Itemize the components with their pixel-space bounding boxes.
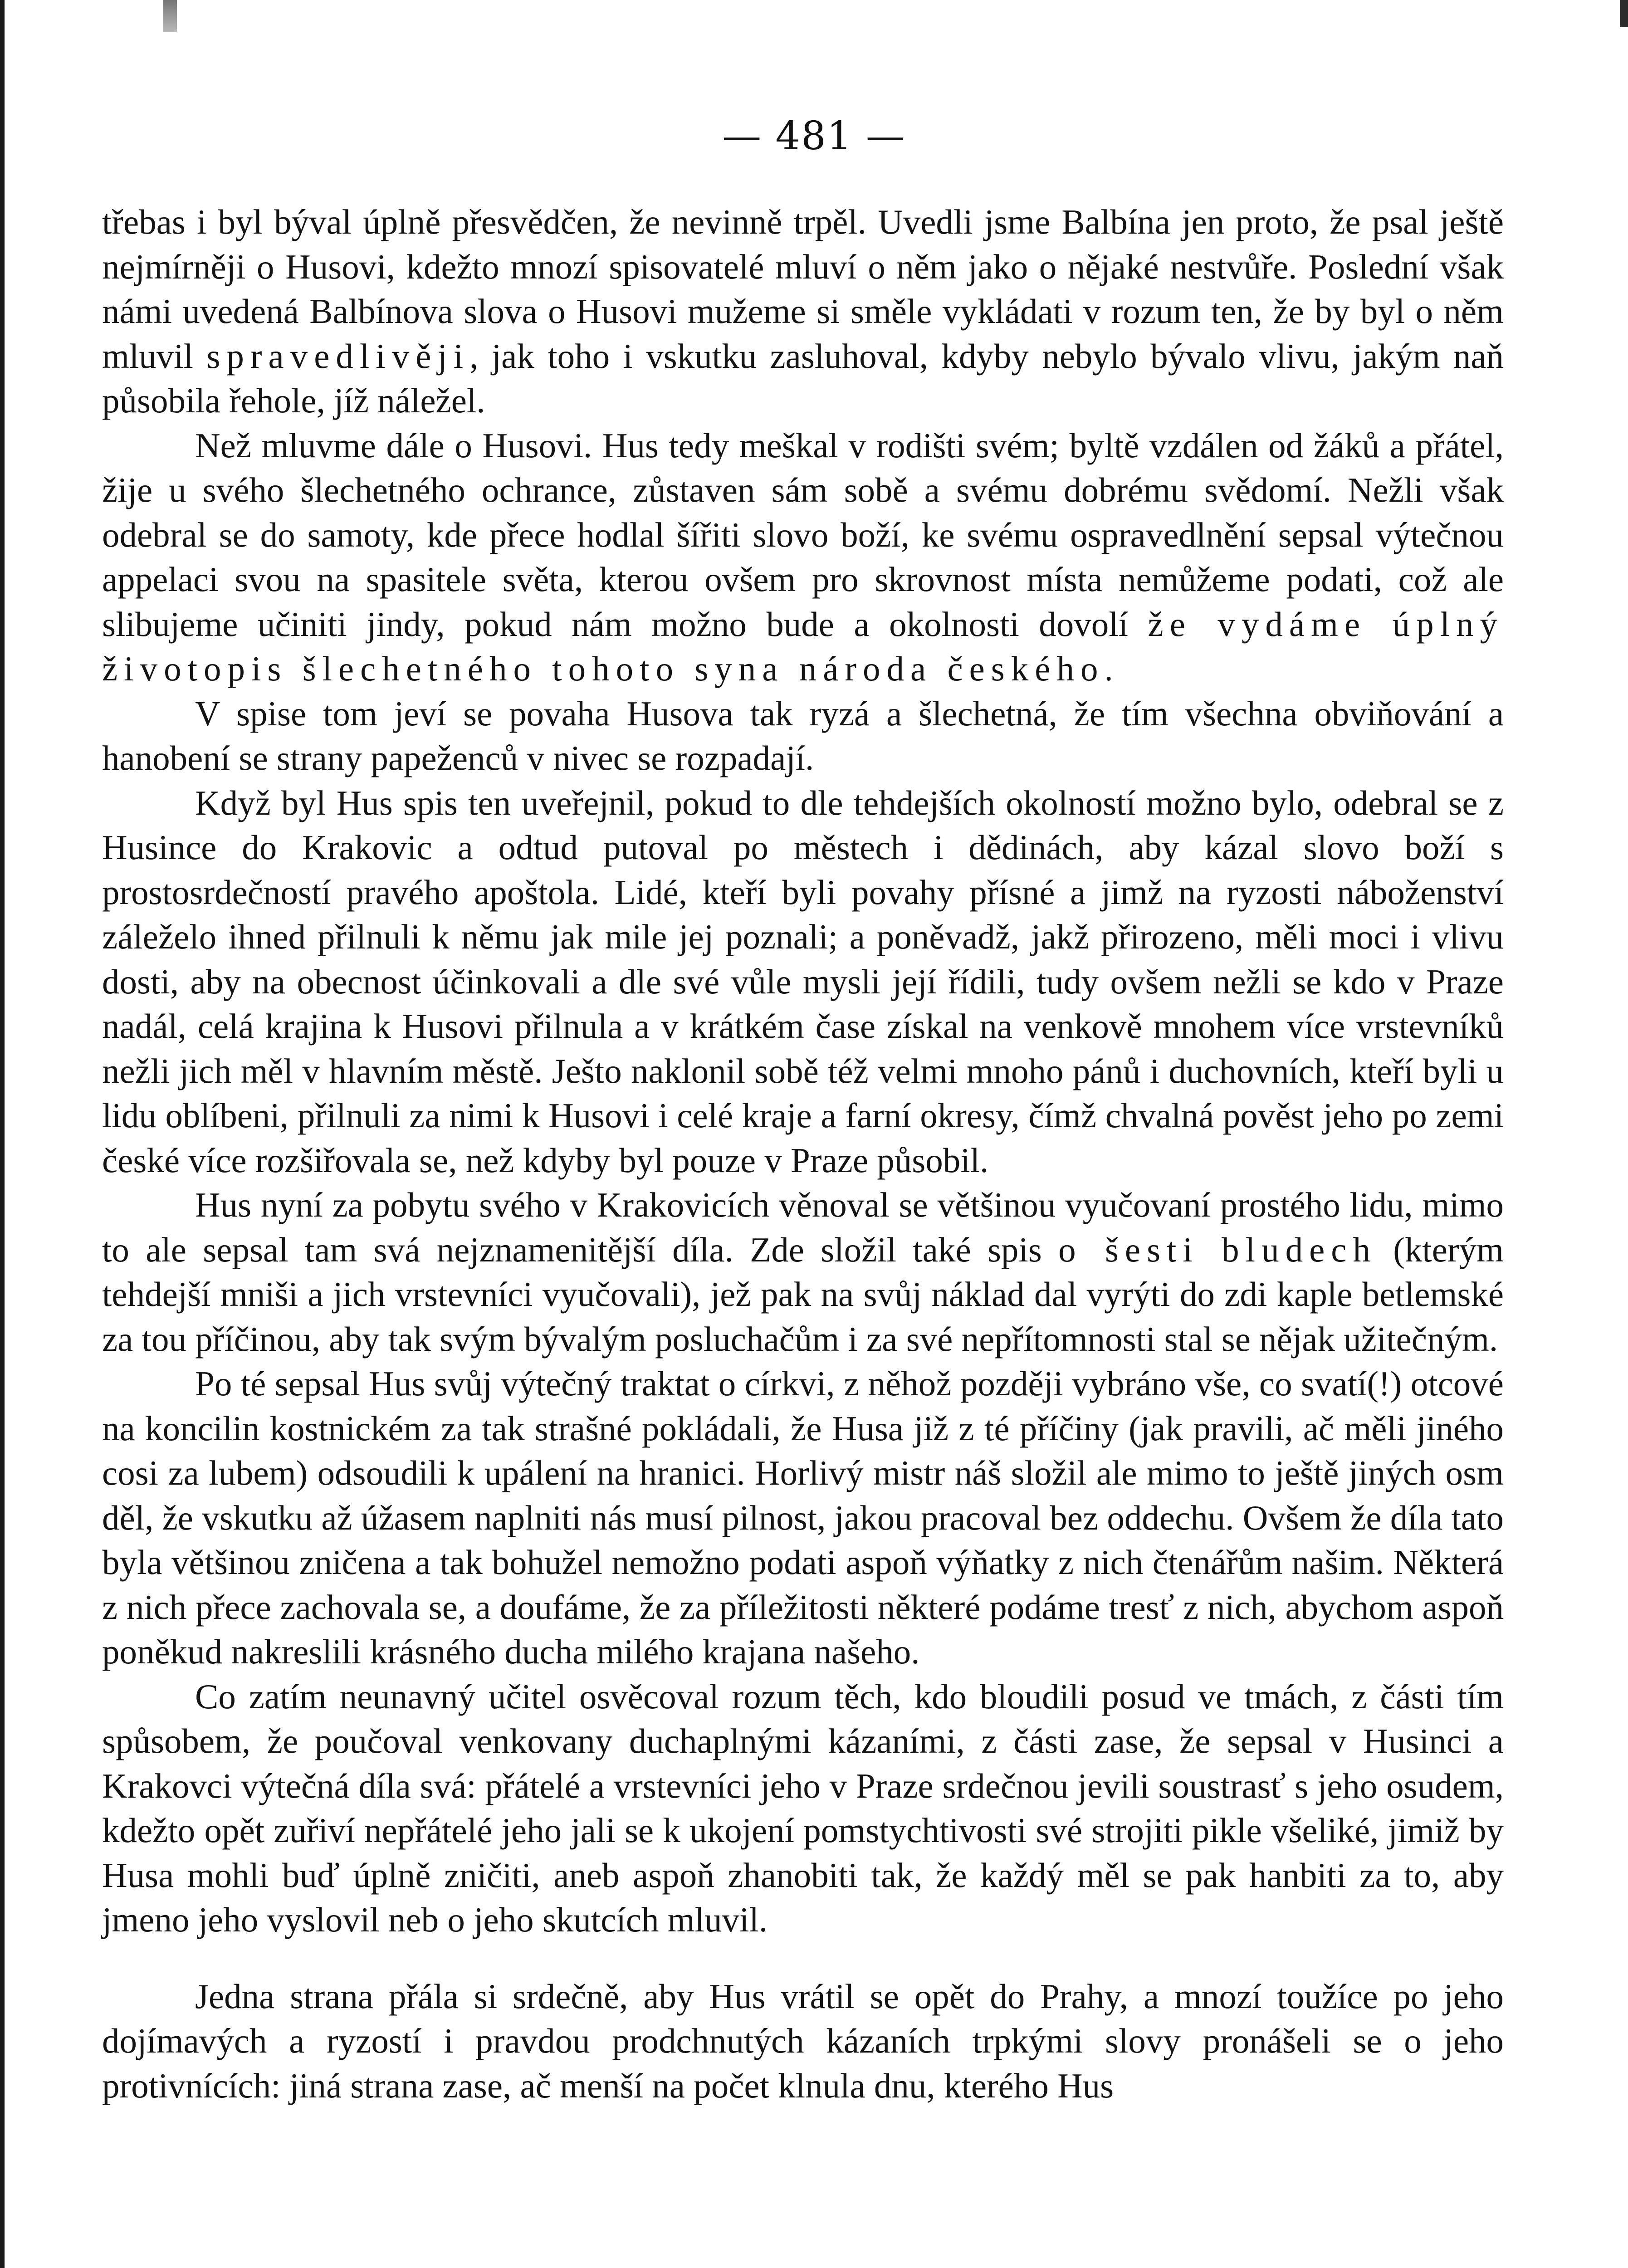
- text-run: třebas i byl býval úplně přesvědčen, že nevinně trpěl. Uvedli jsme Balbína jen proto, že psal ještě nejmírněji o Husovi, kdežto mnozí spisovatelé mluví o něm jako o nějaké nestvůře. Poslední však námi uvedená Balbínova slova o Husovi mužeme si směle vykládati v rozum ten, že by byl o něm mluvil: [102, 202, 1504, 376]
- text-run: Jedna strana přála si srdečně, aby Hus vrátil se opět do Prahy, a mnozí toužíce po jeho dojímavých a ryzostí i pravdou prodchnutých kázaních trpkými slovy pronášeli se o jeho protivnících: jiná strana zase, ač menší na počet klnula dnu, kterého Hus: [102, 1976, 1504, 2105]
- spaced-emphasis: že vydáme úplný životopis šlechetného tohoto syna národa českého: [102, 604, 1504, 688]
- paragraph: [102, 781, 1504, 1183]
- paragraph: [102, 1361, 1504, 1674]
- paragraph: [102, 1974, 1504, 2108]
- paragraph: [102, 691, 1504, 781]
- page-number: — 481 —: [722, 113, 906, 159]
- paragraph: [102, 423, 1504, 691]
- spaced-emphasis: spravedlivěji: [206, 336, 470, 376]
- text-run: .: [1104, 649, 1113, 688]
- text-run: Když byl Hus spis ten uveřejnil, pokud to dle tehdejších okolností možno bylo, odebral se z Husince do Krakovic a odtud putoval po městech i dědinách, aby kázal slovo boží s prostosrdečností pravého apoštola. Lidé, kteří byli povahy přísné a jimž na ryzosti náboženství záleželo ihned přilnuli k němu jak mile jej poznali; a poněvadž, jakž přirozeno, měli moci i vlivu dosti, aby na obecnost účinkovali a dle své vůle mysli její řídili, tudy ovšem nežli se kdo v Praze nadál, celá krajina k Husovi přilnula a v krátkém čase získal na venkově mnohem více vrstevníků nežli jich měl v hlavním městě. Ješto naklonil sobě též velmi mnoho pánů i duchovních, kteří byli u lidu oblíbeni, přilnuli za nimi k Husovi i celé kraje a farní okresy, čímž chvalná pověst jeho po zemi české více rozšiřovala se, než kdyby byl pouze v Praze působil.: [102, 783, 1504, 1180]
- scan-edge-left: [0, 0, 5, 2268]
- scan-mark-top: [163, 0, 177, 32]
- spaced-emphasis: o šesti bludech: [1058, 1230, 1377, 1269]
- text-run: , jak toho i vskutku zasluhoval, kdyby nebylo bývalo vlivu, jakým naň působila řehole, jíž náležel.: [102, 336, 1504, 420]
- scan-mark-right: [1620, 0, 1628, 27]
- text-run: (kterým tehdejší mniši a jich vrstevníci vyučovali), jež pak na svůj náklad dal vyrýti do zdi kaple betlemské za tou příčinou, aby tak svým bývalým posluchačům i za své nepřítomnosti stal se nějak užitečným.: [102, 1230, 1504, 1359]
- text-run: Hus nyní za pobytu svého v Krakovicích věnoval se většinou vyučovaní prostého lidu, mimo to ale sepsal tam svá nejznamenitější díla. Zde složil také spis: [102, 1185, 1504, 1269]
- text-run: Než mluvme dále o Husovi. Hus tedy meškal v rodišti svém; byltě vzdálen od žáků a přátel, žije u svého šlechetného ochrance, zůstaven sám sobě a svému dobrému svědomí. Nežli však odebral se do samoty, kde přece hodlal šířiti slovo boží, ke svému ospravedlnění sepsal výtečnou appelaci svou na spasitele světa, kterou ovšem pro skrovnost místa nemůžeme podati, což ale slibujeme učiniti jindy, pokud nám možno bude a okolnosti dovolí: [102, 425, 1504, 644]
- text-run: Co zatím neunavný učitel osvěcoval rozum těch, kdo bloudili posud ve tmách, z části tím spůsobem, že poučoval venkovany duchaplnými kázaními, z části zase, že sepsal v Husinci a Krakovci výtečná díla svá: přátelé a vrstevníci jeho v Praze srdečnou jevili soustrasť s jeho osudem, kdežto opět zuřiví nepřátelé jeho jali se k ukojení pomstychtivosti své strojiti pikle všeliké, jimiž by Husa mohli buď úplně zničiti, aneb aspoň zhanobiti tak, že každý měl se pak hanbiti za to, aby jmeno jeho vyslovil neb o jeho skutcích mluvil.: [102, 1677, 1504, 1939]
- paragraph: [102, 1674, 1504, 1942]
- body-text: [102, 200, 1504, 2108]
- text-run: Po té sepsal Hus svůj výtečný traktat o církvi, z něhož později vybráno vše, co svatí(!) otcové na koncilin kostnickém za tak strašné pokládali, že Husa již z té příčiny (jak pravili, ač měli jiného cosi za lubem) odsoudili k upálení na hranici. Horlivý mistr náš složil ale mimo to ještě jiných osm děl, že vskutku až úžasem naplniti nás musí pilnost, jakou pracoval bez oddechu. Ovšem že díla tato byla většinou zničena a tak bohužel nemožno podati aspoň výňatky z nich čtenářům našim. Některá z nich přece zachovala se, a doufáme, že za příležitosti některé podáme tresť z nich, abychom aspoň poněkud nakreslili krásného ducha milého krajana našeho.: [102, 1364, 1504, 1671]
- paragraph: [102, 1183, 1504, 1361]
- paragraph: [102, 200, 1504, 423]
- text-run: V spise tom jeví se povaha Husova tak ryzá a šlechetná, že tím všechna obviňování a hanobení se strany papeženců v nivec se rozpadají.: [102, 694, 1504, 777]
